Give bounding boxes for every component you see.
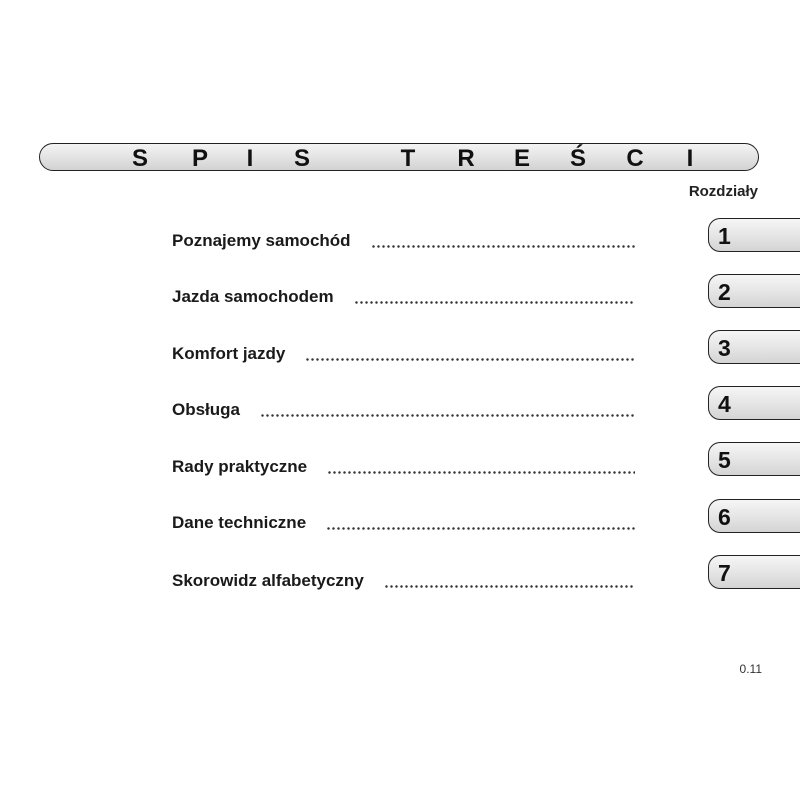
chapter-tab-5[interactable] (708, 442, 800, 476)
chapter-number: 3 (718, 335, 731, 361)
chapter-number: 4 (718, 391, 731, 417)
chapter-tab-4[interactable] (708, 386, 800, 420)
title-letter: E (513, 145, 531, 172)
toc-row-5[interactable] (172, 453, 635, 477)
chapter-tab-1[interactable] (708, 218, 800, 252)
toc-label: Poznajemy samochód (172, 231, 351, 250)
dot-leader (260, 414, 635, 417)
title-letter: Ś (569, 145, 587, 172)
dot-leader (371, 245, 635, 248)
title-letter: S (131, 145, 149, 172)
toc-row-1[interactable] (172, 227, 635, 251)
toc-label: Skorowidz alfabetyczny (172, 571, 364, 590)
dot-leader (305, 358, 635, 361)
chapter-number: 5 (718, 447, 731, 473)
dot-leader (326, 527, 635, 530)
toc-label: Rady praktyczne (172, 457, 308, 476)
title-letter: I (686, 145, 694, 172)
chapter-number: 1 (718, 223, 731, 249)
toc-row-7[interactable] (172, 567, 635, 591)
title-letter: S (293, 145, 311, 172)
chapter-number: 7 (718, 560, 731, 586)
toc-label: Komfort jazdy (172, 344, 286, 363)
title-letter: C (626, 145, 644, 172)
dot-leader (384, 585, 635, 588)
toc-label: Dane techniczne (172, 513, 307, 532)
chapter-tab-3[interactable] (708, 330, 800, 364)
toc-row-3[interactable] (172, 340, 635, 364)
chapter-tab-7[interactable] (708, 555, 800, 589)
title-letter: P (191, 145, 209, 172)
toc-row-6[interactable] (172, 509, 635, 533)
toc-row-2[interactable] (172, 283, 635, 307)
toc-label: Obsługa (172, 400, 241, 419)
title-letter: T (400, 145, 416, 172)
chapter-tab-6[interactable] (708, 499, 800, 533)
dot-leader (327, 471, 635, 474)
chapter-number: 2 (718, 279, 731, 305)
title-letter: I (246, 145, 254, 172)
toc-row-4[interactable] (172, 396, 635, 420)
chapter-tab-2[interactable] (708, 274, 800, 308)
title-letter: R (457, 145, 475, 172)
toc-label: Jazda samochodem (172, 287, 334, 306)
chapters-label: Rozdziały (688, 183, 758, 200)
chapter-number: 6 (718, 504, 731, 530)
dot-leader (354, 301, 635, 304)
page-number: 0.11 (739, 662, 762, 676)
